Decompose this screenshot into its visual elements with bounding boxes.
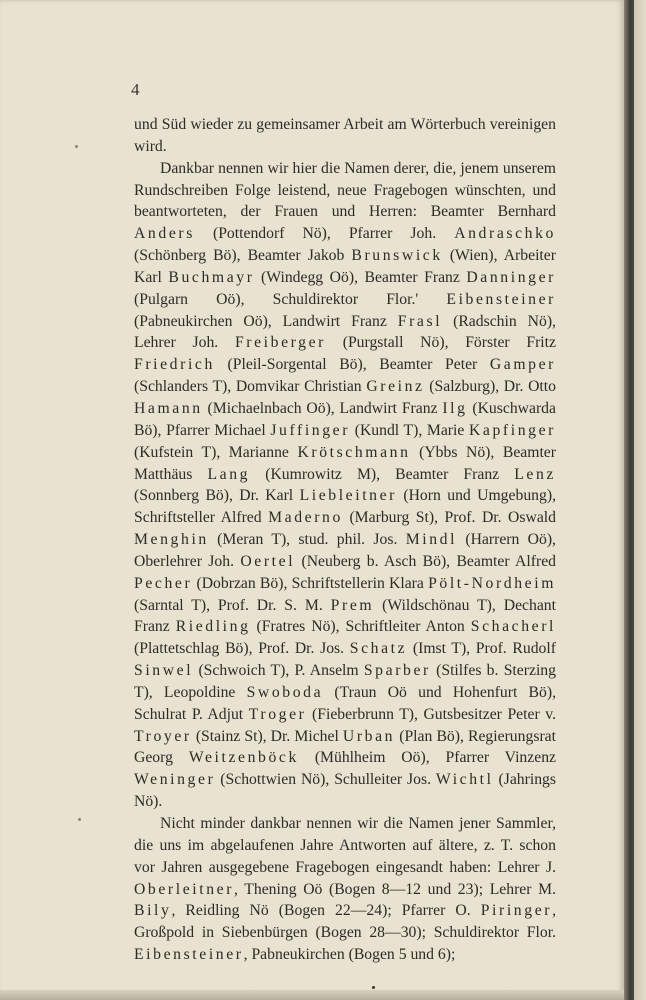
paper-speck [372,986,375,989]
text-run: (Schönberg Bö), Beamter Jakob [134,247,352,265]
text-run: (Purgstall Nö), Förster Fritz [326,334,556,352]
book-gutter [624,0,634,1000]
text-run: (Stilfes b. Sterzing T), Leopoldine [134,662,556,701]
text-run: (Pulgarn Oö), Schuldirektor Flor.' [134,290,447,308]
text-run: Nicht minder dankbar nennen wir die Namen jener Sammler, die uns im abgelaufenen Jahre Antworten auf ältere, z. T. schon vor Jahren ausgegebene Fragebogen eingesandt haben: Lehrer J. [134,815,556,876]
body-text [134,114,556,966]
text-run: (Kumrowitz M), Beamter Franz [250,465,515,483]
text-run: , Pabneukirchen (Bogen 5 und 6); [243,946,456,964]
text-run: , Reidling Nö (Bogen 22—24); Pfarrer O. [171,902,481,920]
spaced-name: Riedling [175,618,251,636]
text-run: und Süd wieder zu gemeinsamer Arbeit am Wörterbuch vereinigen wird. [134,116,556,155]
spaced-name: Bily [134,902,172,920]
text-run: (Kuschwarda Bö), Pfarrer Michael [134,399,556,439]
spaced-name: Schacherl [470,618,556,636]
spaced-name: Juffinger [270,421,351,439]
spaced-name: Greinz [366,378,425,396]
spaced-name: Freiberger [234,334,327,352]
text-run: (Neuberg b. Asch Bö), Beamter Alfred [295,552,556,570]
spaced-name: Lang [207,465,251,483]
spaced-name: Pecher [134,574,193,592]
spaced-name: Kapfinger [469,421,556,439]
text-run: (Salzburg), Dr. Otto [424,378,556,396]
text-run: (Schwoich T), P. Anselm [193,662,364,680]
page-number: 4 [131,80,140,99]
paper-speck [75,145,78,148]
text-run: (Sarntal T), Prof. Dr. S. M. [134,596,331,614]
next-page-edge [634,0,646,1000]
text-run: (Harrern Oö), Oberlehrer Joh. [134,531,556,570]
text-run: (Ybbs Nö), Beamter Matthäus [134,443,556,483]
spaced-name: Mindl [405,531,458,549]
spaced-name: Sinwel [134,662,194,680]
text-run: (Mühlheim Oö), Pfarrer Vinzenz [298,749,556,767]
text-run: (Fieberbrunn T), Gutsbesitzer Peter v. [306,705,556,723]
text-run: (Kundl T), Marie [350,421,469,439]
text-run: (Schlanders T), Domvikar Christian [134,378,367,396]
spaced-name: Frasl [397,312,443,330]
text-run: (Marburg St), Prof. Dr. Oswald [342,509,556,527]
text-run: (Plan Bö), Regierungsrat Georg [134,727,556,767]
text-run: (Sonnberg Bö), Dr. Karl [134,487,300,505]
spaced-name: Piringer [480,902,553,920]
spaced-name: Wichtl [435,771,494,789]
text-run: (Plattetschlag Bö), Prof. Dr. Jos. [134,640,350,658]
text-run: (Meran T), stud. phil. Jos. [208,531,406,549]
spaced-name: Swoboda [246,683,324,701]
text-run: (Schottwien Nö), Schulleiter Jos. [215,771,436,789]
spaced-name: Gamper [489,356,556,374]
spaced-name: Oertel [240,552,296,570]
spaced-name: Schatz [349,640,408,658]
spaced-name: Maderno [268,509,343,527]
text-run: (Kufstein T), Marianne [134,443,298,461]
spaced-name: Andraschko [454,225,556,243]
spaced-name: Sparber [363,662,431,680]
spaced-name: Eibensteiner [134,946,244,964]
spaced-name: Hamann [134,399,203,417]
text-run: (Pleil-Sorgental Bö), Beamter Peter [214,356,490,374]
spaced-name: Brunswick [351,247,443,265]
spaced-name: Eibensteiner [446,290,556,308]
spaced-name: Liebleitner [299,487,397,505]
spaced-name: Pölt-Nordheim [428,574,556,592]
paragraph [134,813,556,966]
text-run: (Radschin Nö), Lehrer Joh. [134,312,556,352]
spaced-name: Weninger [134,771,216,789]
text-run: (Jahrings Nö). [134,771,556,811]
text-run: (Pabneukirchen Oö), Landwirt Franz [134,312,398,330]
spaced-name: Troyer [134,727,192,745]
page-bottom-edge [0,990,624,1000]
text-run: , Thening Oö (Bogen 8—12 und 23); Lehrer M. [234,880,556,898]
spaced-name: Troger [248,705,307,723]
spaced-name: Prem [330,596,375,614]
text-run: (Imst T), Prof. Rudolf [407,640,556,658]
spaced-name: Weitzenböck [188,749,299,767]
text-run: (Stainz St), Dr. Michel [191,727,343,745]
paper-speck [78,818,81,821]
spaced-name: Oberleitner [134,880,235,898]
spaced-name: Danninger [466,268,556,286]
spaced-name: Friedrich [134,356,215,374]
text-run: (Horn und Umgebung), Schriftsteller Alfred [134,487,556,527]
text-run: (Fratres Nö), Schriftleiter Anton [250,618,471,636]
paragraph [134,158,556,813]
paragraph [134,114,556,158]
spaced-name: Anders [134,225,195,243]
spaced-name: Buchmayr [168,268,255,286]
text-run: , Großpold in Siebenbürgen (Bogen 28—30); Schuldirektor Flor. [134,902,556,942]
text-run: (Windegg Oö), Beamter Franz [254,268,467,286]
text-run: (Pottendorf Nö), Pfarrer Joh. [194,225,455,243]
spaced-name: Menghin [134,531,209,549]
text-run: (Wildschönau T), Dechant Franz [134,596,557,636]
spaced-name: Urban [342,727,396,745]
text-run: (Wien), Arbeiter Karl [134,247,556,286]
text-run: (Traun Oö und Hohenfurt Bö), Schulrat P. Adjut [134,683,556,723]
text-run: (Michaelnbach Oö), Landwirt Franz [202,399,443,417]
spaced-name: Lenz [514,465,556,483]
spaced-name: Ilg [442,399,468,417]
spaced-name: Krötschmann [297,443,411,461]
text-run: (Dobrzan Bö), Schriftstellerin Klara [192,574,429,592]
text-run: Dankbar nennen wir hier die Namen derer, die, jenem unserem Rundschreiben Folge leistend, neue Fragebogen wünschten, und beantworteten, der Frauen und Herren: Beamter Bernhard [134,159,556,221]
